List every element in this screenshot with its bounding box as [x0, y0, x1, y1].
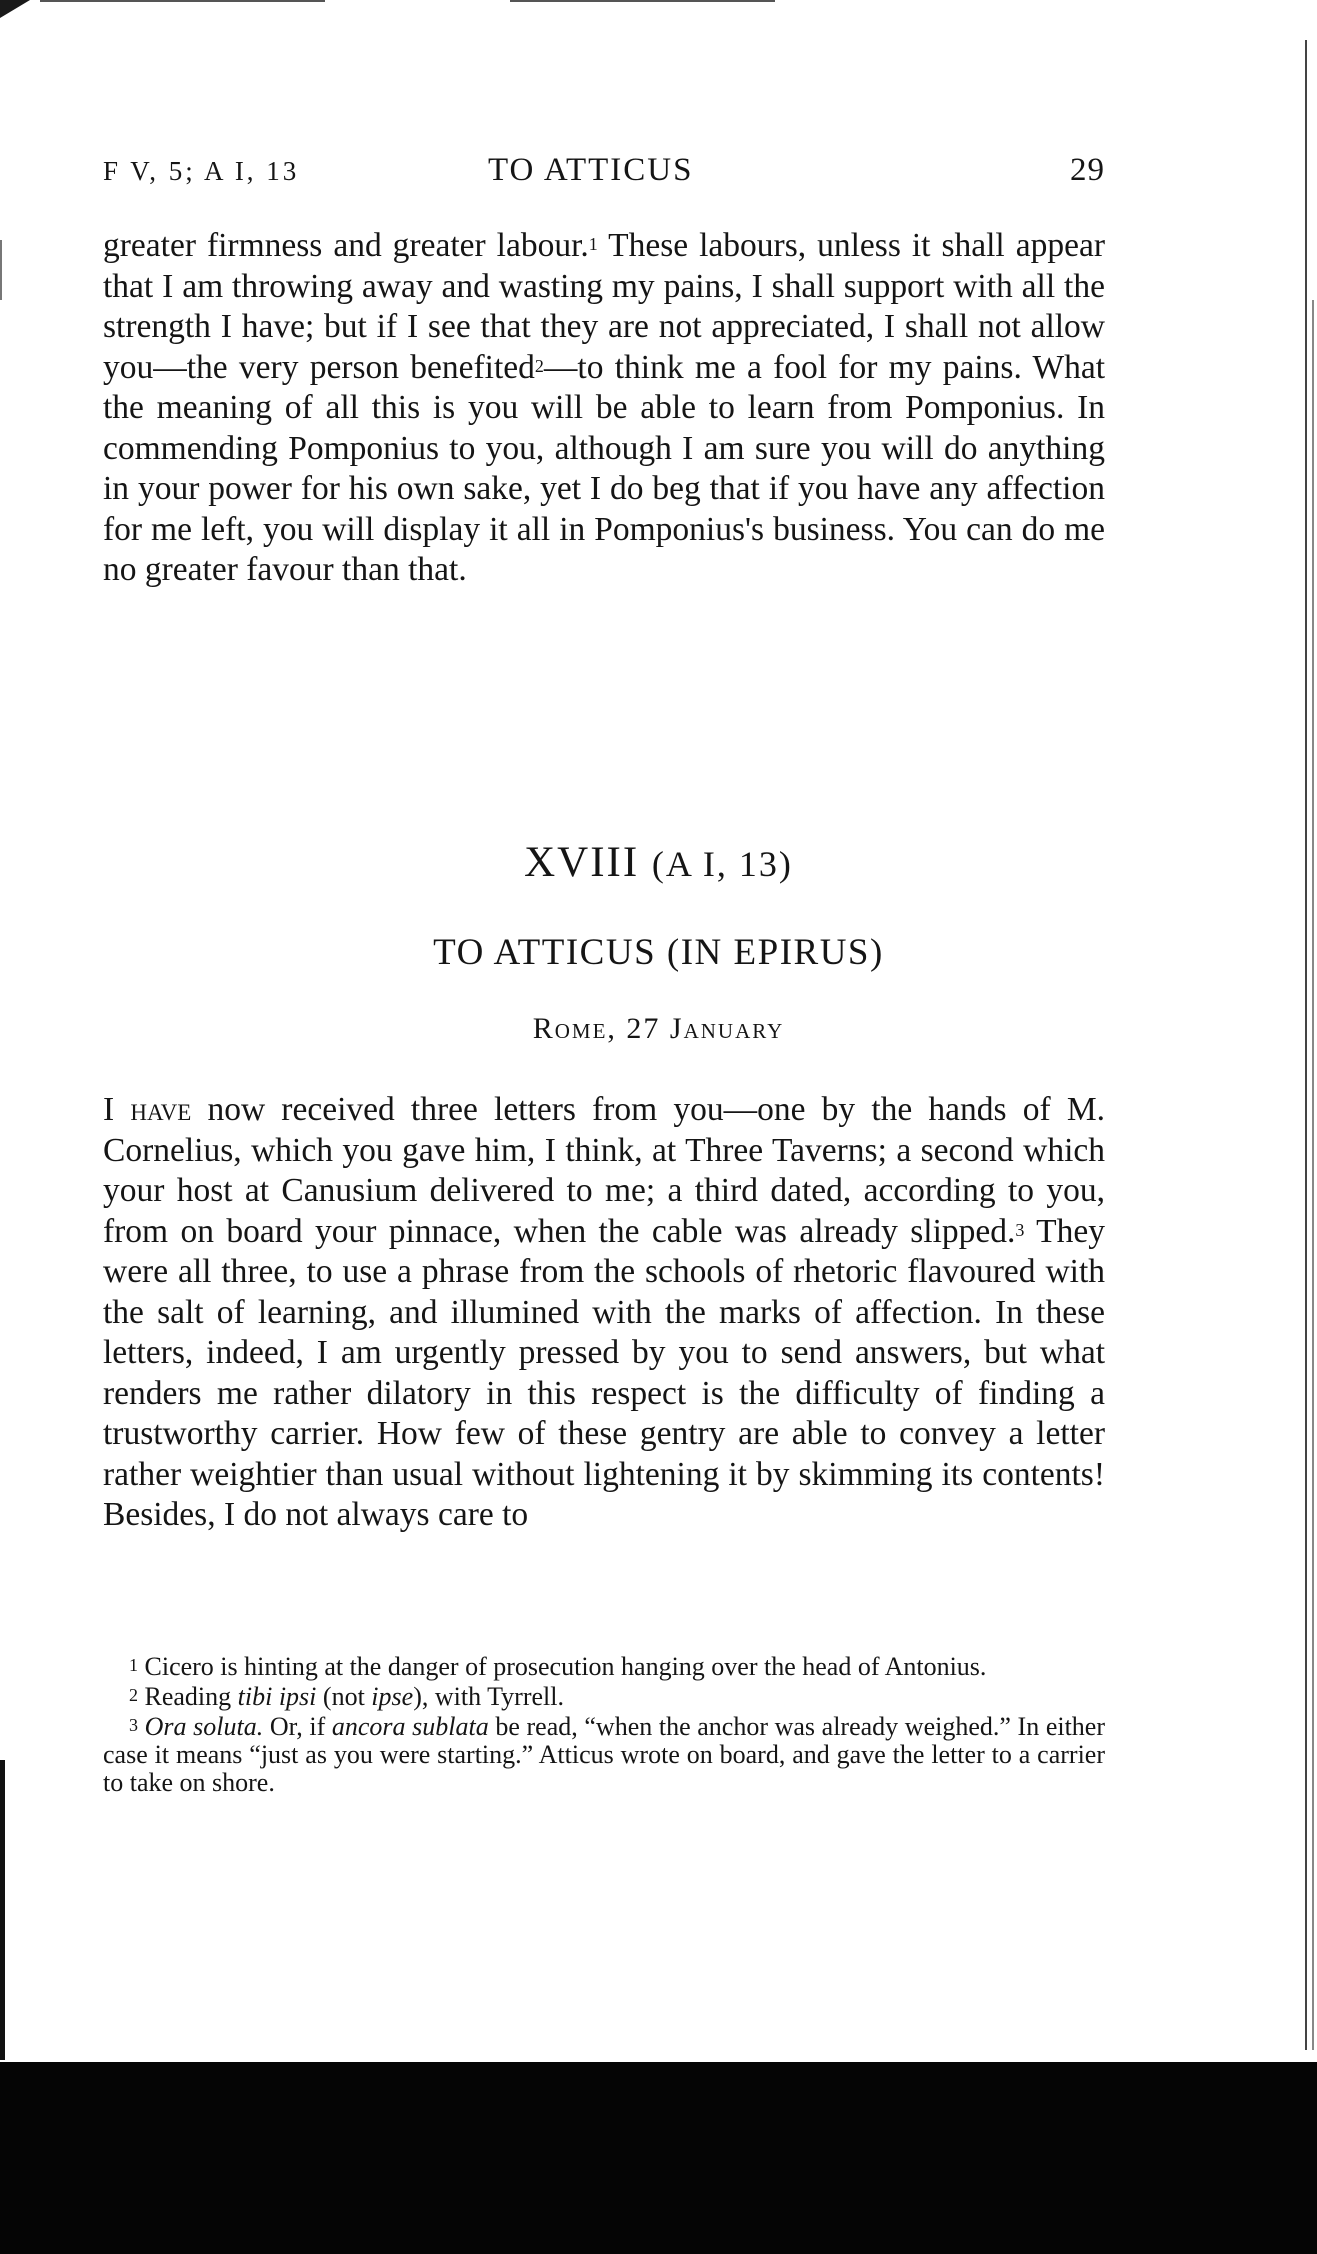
text-run: They were all three, to use a phrase from the schools of rhetoric flavoured with the salt of learning, and illumined with the marks of affection. In these letters, indeed, I am urgently pressed by you to send answers, but what renders me rather dilatory in this respect is the difficulty of finding a trustworthy carrier. How few of these gentry are able to convey a letter rather weightier than usual without lightening it by skimming its contents! Besides, I do not always care to	[103, 1212, 1105, 1533]
scan-background-bottom	[0, 2062, 1317, 2254]
running-head	[103, 152, 1105, 192]
letter-reference: (A I, 13)	[651, 844, 793, 884]
text-run: —to think me a fool for my pains. What the meaning of all this is you will be able to learn from Pomponius. In commending Pomponius to you, although I am sure you will do anything in your power for his own sake, yet I do beg that if you have any affection for me left, you will display it all in Pomponius's business. You can do me no greater favour than that.	[103, 348, 1106, 588]
scan-shadow-left	[0, 240, 2, 300]
footnote	[103, 1683, 1105, 1711]
text-run: These labours, unless it shall appear that I am throwing away and wasting my pains, I shall support with all the strength I have; but if I see that they are not appreciated, I shall not allow you—the very person benefited	[103, 227, 1105, 386]
footnote-marker: 2	[129, 1685, 138, 1705]
text-run: greater firmness and greater labour.	[103, 227, 589, 264]
footnote-ref: 2	[534, 355, 544, 376]
letter-number	[0, 838, 1317, 887]
footnote-marker: 1	[129, 1655, 138, 1675]
footnote-marker: 3	[129, 1715, 138, 1735]
footnote	[103, 1713, 1105, 1797]
text-run: have	[130, 1091, 192, 1128]
scan-shadow-left	[0, 1760, 5, 2060]
scan-edge-line	[510, 0, 775, 2]
footnote-ref: 1	[588, 234, 598, 254]
letter-numeral: XVIII	[524, 839, 640, 886]
text-run: ), with Tyrrell.	[413, 1682, 564, 1711]
page-number: 29	[1070, 152, 1105, 188]
scan-shadow-top-left	[0, 0, 30, 18]
text-run: Cicero is hinting at the danger of prosecution hanging over the head of Antonius.	[138, 1652, 987, 1681]
text-run: I	[103, 1091, 115, 1128]
text-run: Reading	[138, 1682, 238, 1711]
running-head-reference: F V, 5; A I, 13	[103, 156, 300, 186]
text-run: ipse	[371, 1682, 414, 1711]
running-head-title: TO ATTICUS	[488, 152, 694, 188]
letter-title: TO ATTICUS (IN EPIRUS)	[433, 932, 884, 973]
text-run: now received three letters from you—one by the hands of M. Cornelius, which you gave him, I think, at Three Taverns; a second which your host at Canusium delivered to me; a third dated, according to you, from on board your pinnace, when the cable was already slipped.	[103, 1091, 1106, 1250]
text-run: Ora soluta.	[144, 1712, 264, 1741]
text-run: tibi ipsi	[237, 1682, 317, 1711]
scan-edge-line	[40, 0, 325, 2]
letter-place-date: Rome, 27 January	[532, 1012, 785, 1045]
text-run: ancora sublata	[331, 1712, 489, 1741]
footnotes	[103, 1653, 1105, 1799]
letter-body-paragraph	[103, 1090, 1105, 1536]
text-run: (not	[316, 1682, 372, 1711]
footnote-ref: 3	[1015, 1219, 1025, 1240]
footnote	[103, 1653, 1105, 1681]
text-run: be read, “when the anchor was already weighed.” In either case it means “just as you were starting.” Atticus wrote on board, and gave the letter to a carrier to take on shore.	[103, 1712, 1106, 1797]
paragraph-continued	[103, 226, 1105, 591]
scan-edge-right	[1312, 300, 1314, 2050]
text-run: Or, if	[263, 1712, 332, 1741]
